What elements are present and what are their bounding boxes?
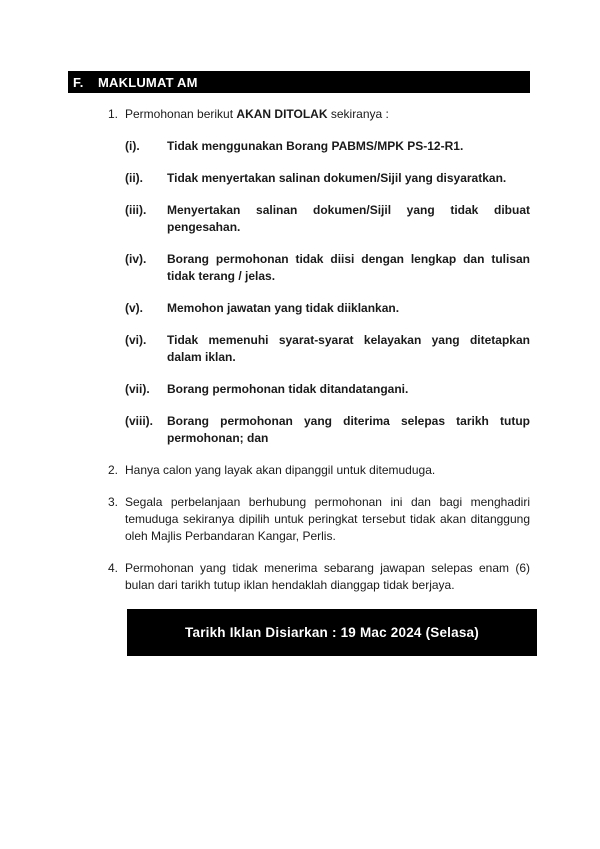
sub-list-item bbox=[68, 332, 530, 366]
item-text: Segala perbelanjaan berhubung permohonan ini dan bagi menghadiri temuduga sekiranya dipilih untuk peringkat tersebut tidak akan ditanggung oleh Majlis Perbandaran Kangar, Perlis. bbox=[125, 495, 530, 543]
item-text-before: Permohonan berikut bbox=[125, 107, 237, 121]
sub-item-marker: (iii). bbox=[125, 203, 147, 217]
item-text-after: sekiranya : bbox=[327, 107, 389, 121]
list-item bbox=[68, 462, 530, 479]
item-marker: 1. bbox=[108, 107, 119, 121]
section-header-bar bbox=[68, 71, 530, 93]
sub-item-marker: (vii). bbox=[125, 382, 150, 396]
sub-item-marker: (ii). bbox=[125, 171, 143, 185]
item-text bbox=[125, 106, 530, 123]
list-item bbox=[68, 560, 530, 594]
page-content bbox=[68, 71, 530, 656]
sub-item-marker: (vi). bbox=[125, 333, 147, 347]
sub-item-text: Borang permohonan yang diterima selepas tarikh tutup permohonan; dan bbox=[167, 414, 530, 445]
general-info-list bbox=[68, 106, 530, 594]
item-marker: 4. bbox=[108, 561, 119, 575]
sub-item-text: Borang permohonan tidak diisi dengan lengkap dan tulisan tidak terang / jelas. bbox=[167, 252, 530, 283]
sub-item-marker: (iv). bbox=[125, 252, 147, 266]
sub-list-item bbox=[68, 170, 530, 187]
section-title: MAKLUMAT AM bbox=[98, 74, 198, 90]
item-marker: 2. bbox=[108, 463, 119, 477]
item-text: Hanya calon yang layak akan dipanggil untuk ditemuduga. bbox=[125, 463, 436, 477]
sub-item-text: Tidak memenuhi syarat-syarat kelayakan yang ditetapkan dalam iklan. bbox=[167, 333, 530, 364]
item-text: Permohonan yang tidak menerima sebarang jawapan selepas enam (6) bulan dari tarikh tutup iklan hendaklah dianggap tidak berjaya. bbox=[125, 561, 530, 592]
sub-list-item bbox=[68, 413, 530, 447]
sub-list-item bbox=[68, 300, 530, 317]
sub-list-item bbox=[68, 202, 530, 236]
list-item bbox=[68, 494, 530, 545]
sub-item-text: Memohon jawatan yang tidak diiklankan. bbox=[167, 301, 400, 315]
sub-list-item bbox=[68, 251, 530, 285]
publication-date-text: Tarikh Iklan Disiarkan : 19 Mac 2024 (Selasa) bbox=[185, 625, 479, 640]
section-letter: F. bbox=[73, 74, 84, 90]
sub-item-text: Menyertakan salinan dokumen/Sijil yang tidak dibuat pengesahan. bbox=[167, 203, 530, 234]
list-item bbox=[68, 106, 530, 123]
sub-list-item bbox=[68, 381, 530, 398]
sub-item-text: Borang permohonan tidak ditandatangani. bbox=[167, 382, 409, 396]
sub-item-marker: (v). bbox=[125, 301, 143, 315]
sub-item-text: Tidak menggunakan Borang PABMS/MPK PS-12-R1. bbox=[167, 139, 464, 153]
sub-item-text: Tidak menyertakan salinan dokumen/Sijil yang disyaratkan. bbox=[167, 171, 507, 185]
sub-item-marker: (viii). bbox=[125, 414, 154, 428]
sub-list-item bbox=[68, 138, 530, 155]
sub-item-marker: (i). bbox=[125, 139, 140, 153]
publication-date-banner bbox=[127, 609, 537, 656]
item-text-emphasis: AKAN DITOLAK bbox=[236, 107, 328, 121]
item-marker: 3. bbox=[108, 495, 119, 509]
